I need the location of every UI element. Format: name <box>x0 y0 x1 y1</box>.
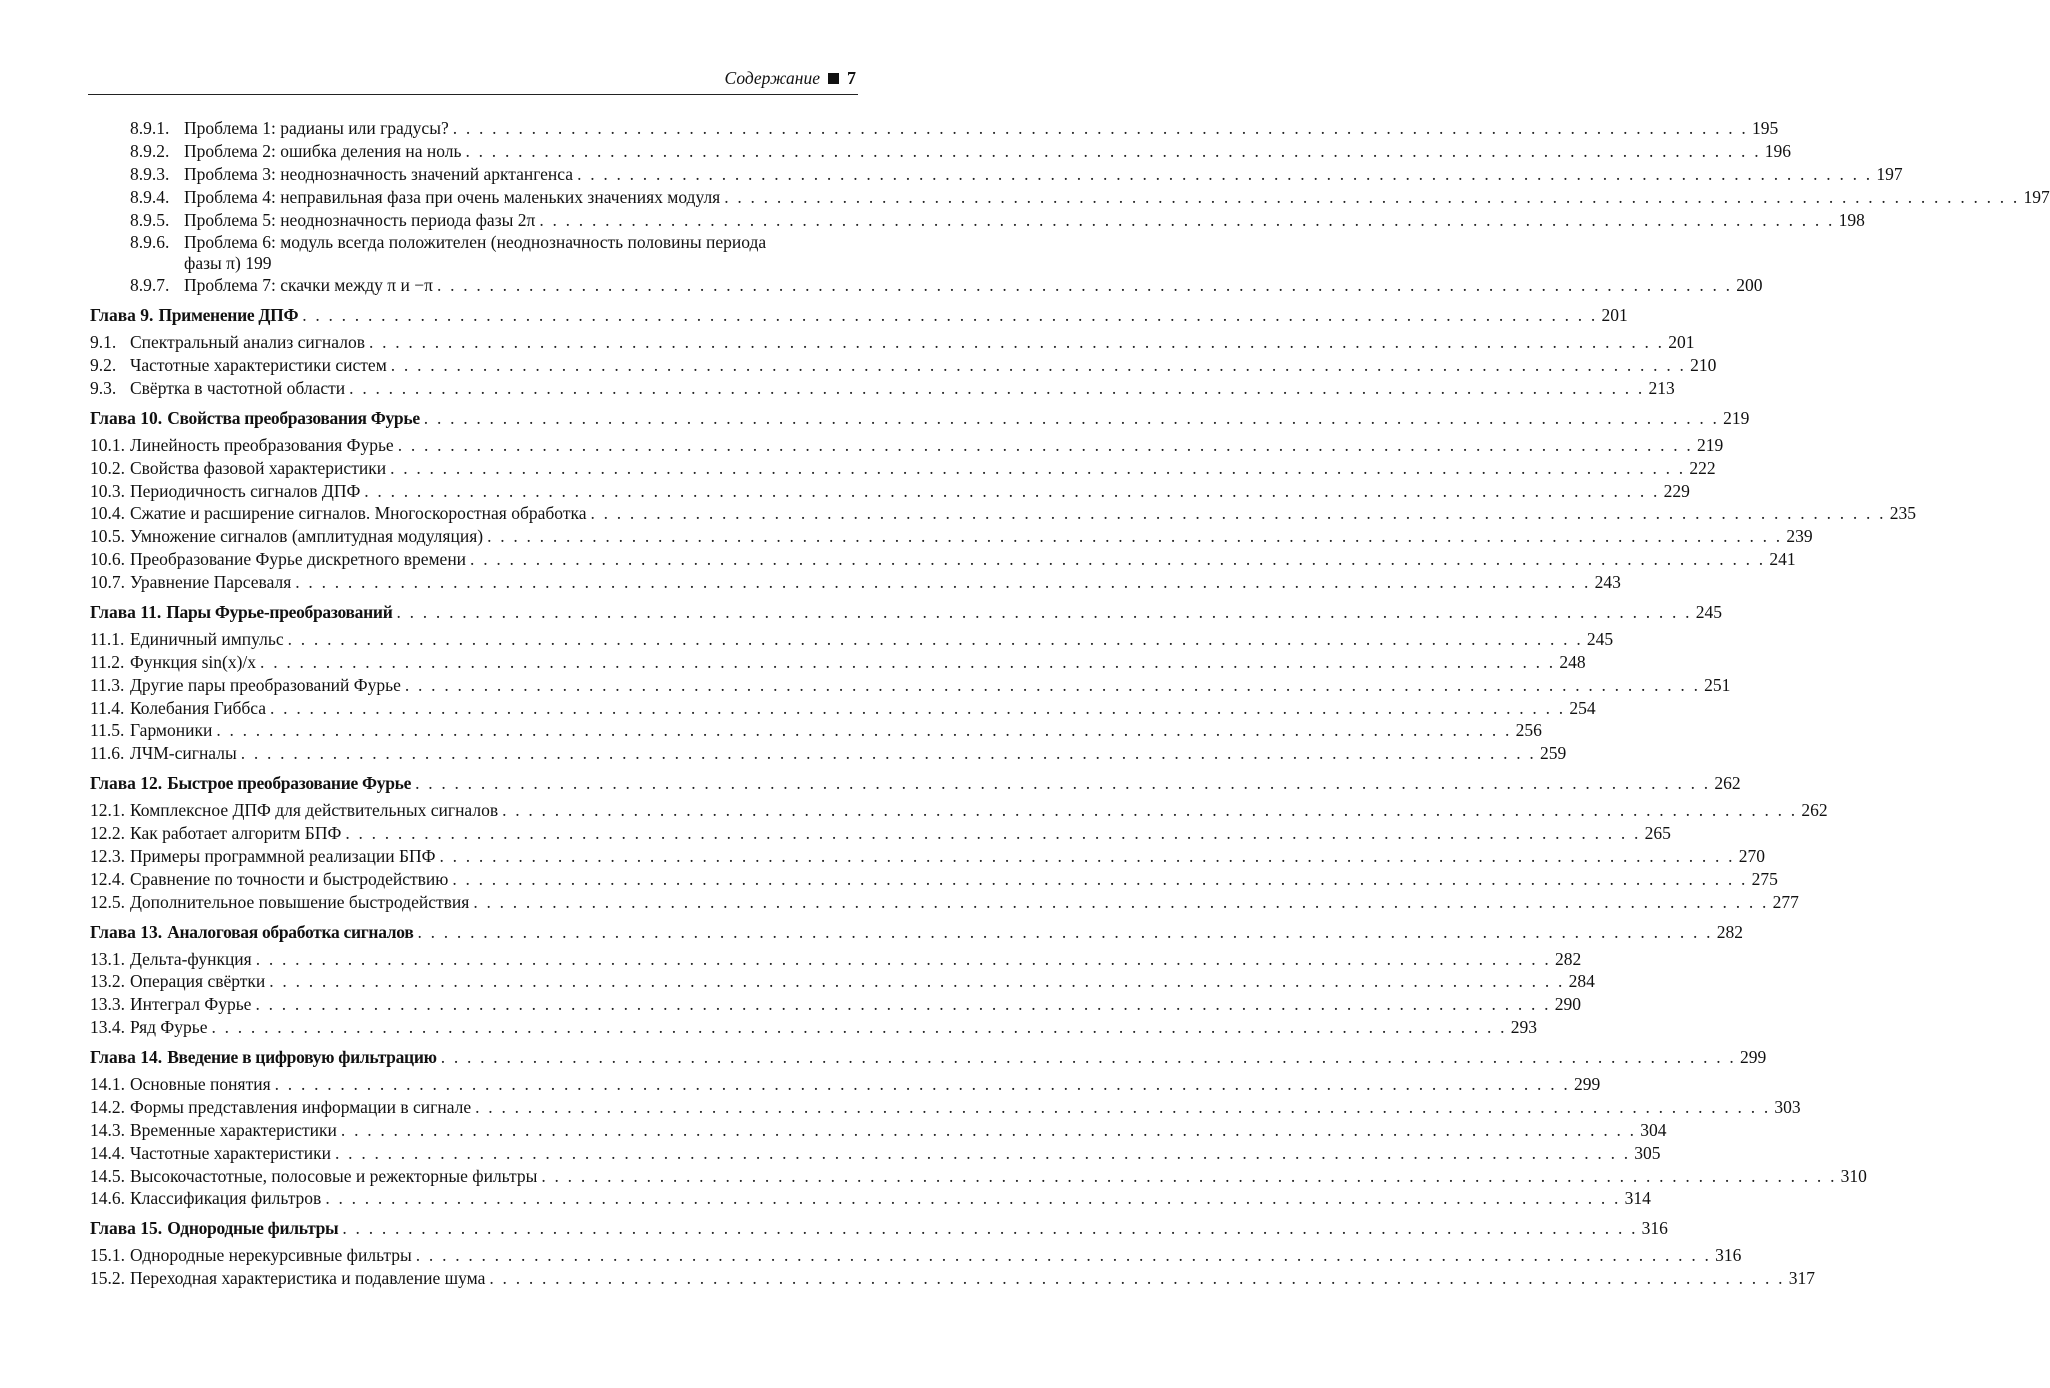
dot-leader <box>241 742 1536 765</box>
entry-title: Сравнение по точности и быстродействию <box>130 868 449 889</box>
entry-title-block <box>184 232 856 273</box>
dot-leader <box>349 377 1644 400</box>
toc-entry[interactable] <box>90 891 1799 914</box>
entry-number: 11.3. <box>90 674 125 695</box>
chapter-label: Глава 12. <box>90 773 163 794</box>
dot-leader <box>364 480 1659 503</box>
entry-number: 11.4. <box>90 697 125 718</box>
entry-page: 197 <box>2023 186 2050 207</box>
entry-number: 10.2. <box>90 457 125 478</box>
entry-number: 15.2. <box>90 1268 125 1289</box>
entry-title: Классификация фильтров <box>130 1188 322 1209</box>
toc-entry[interactable] <box>90 571 1621 594</box>
entry-page: 198 <box>1838 209 1865 230</box>
toc-entry[interactable] <box>90 799 1828 822</box>
table-of-contents <box>90 117 2050 1290</box>
entry-page: 275 <box>1751 868 1778 889</box>
dot-leader <box>269 970 1564 993</box>
toc-entry[interactable] <box>90 331 1695 354</box>
entry-number: 10.6. <box>90 549 125 570</box>
toc-entry[interactable] <box>90 674 1731 697</box>
chapter-heading[interactable] <box>90 304 1628 327</box>
entry-number: 12.4. <box>90 868 125 889</box>
chapter-label: Глава 15. <box>90 1218 163 1239</box>
entry-title: Примеры программной реализации БПФ <box>130 845 436 866</box>
entry-title: Переходная характеристика и подавление шума <box>130 1268 486 1289</box>
entry-title: Преобразование Фурье дискретного времени <box>130 549 467 570</box>
entry-page: 282 <box>1555 948 1582 969</box>
entry-page: 290 <box>1554 994 1581 1015</box>
dot-leader <box>415 772 1710 795</box>
entry-page: 195 <box>1752 118 1779 138</box>
toc-entry[interactable] <box>90 548 1796 571</box>
chapter-label: Глава 14. <box>90 1047 163 1068</box>
dot-leader <box>452 868 1747 891</box>
entry-number: 11.1. <box>90 628 125 649</box>
dot-leader <box>577 163 1872 186</box>
entry-title: Дельта-функция <box>130 948 252 969</box>
chapter-heading[interactable] <box>90 1046 1767 1069</box>
dot-leader <box>441 1046 1736 1069</box>
entry-page: 303 <box>1774 1096 1801 1117</box>
chapter-page: 245 <box>1695 602 1723 623</box>
entry-page: 310 <box>1840 1165 1867 1186</box>
entry-number: 13.1. <box>90 948 125 969</box>
entry-title: Проблема 5: неоднозначность периода фазы 2π <box>184 209 536 230</box>
dot-leader <box>295 571 1590 594</box>
dot-leader <box>424 407 1719 430</box>
chapter-title: Свойства преобразования Фурье <box>167 407 420 428</box>
toc-entry[interactable] <box>90 480 1690 503</box>
dot-leader <box>502 799 1797 822</box>
dot-leader <box>256 948 1551 971</box>
entry-page: 196 <box>1764 140 1792 161</box>
chapter-page: 219 <box>1723 407 1750 428</box>
entry-title: Как работает алгоритм БПФ <box>130 823 342 844</box>
dot-leader <box>405 674 1700 697</box>
entry-title: Формы представления информации в сигнале <box>130 1096 472 1117</box>
entry-number: 14.1. <box>90 1073 125 1094</box>
toc-entry[interactable] <box>90 457 1716 480</box>
dot-leader <box>724 186 2019 209</box>
chapter-label: Глава 13. <box>90 921 163 942</box>
entry-number: 13.3. <box>90 994 125 1015</box>
dot-leader <box>398 434 1693 457</box>
entry-page: 262 <box>1801 800 1828 821</box>
toc-entry[interactable] <box>90 186 2050 209</box>
entry-number: 9.1. <box>90 332 117 353</box>
dot-leader <box>417 921 1712 944</box>
entry-title: Умножение сигналов (амплитудная модуляция) <box>130 526 484 547</box>
dot-leader <box>255 993 1550 1016</box>
chapter-title: Быстрое преобразование Фурье <box>167 773 412 794</box>
entry-number: 14.5. <box>90 1165 125 1186</box>
toc-entry[interactable] <box>90 742 1567 765</box>
square-bullet-icon <box>828 73 839 84</box>
entry-title: Операция свёртки <box>130 971 266 992</box>
entry-page: 304 <box>1640 1119 1667 1140</box>
entry-title: Ряд Фурье <box>130 1017 208 1038</box>
toc-entry[interactable] <box>90 1187 1651 1210</box>
entry-title: Основные понятия <box>130 1073 271 1094</box>
entry-number: 11.5. <box>90 720 125 741</box>
toc-entry[interactable] <box>90 274 1763 297</box>
dot-leader <box>475 1096 1770 1119</box>
entry-number: 12.5. <box>90 891 125 912</box>
toc-entry[interactable] <box>90 651 1586 674</box>
entry-title: Свойства фазовой характеристики <box>130 457 387 478</box>
toc-entry[interactable] <box>90 434 1724 457</box>
entry-number: 10.5. <box>90 526 125 547</box>
dot-leader <box>288 628 1583 651</box>
entry-page: 256 <box>1515 720 1542 741</box>
entry-title: Частотные характеристики систем <box>130 355 387 376</box>
entry-title: Другие пары преобразований Фурье <box>130 674 401 695</box>
entry-page: 254 <box>1569 697 1596 718</box>
dot-leader <box>390 457 1685 480</box>
entry-number: 13.2. <box>90 971 125 992</box>
entry-title: Проблема 7: скачки между π и −π <box>184 275 433 296</box>
entry-number: 8.9.5. <box>130 209 170 230</box>
chapter-title: Применение ДПФ <box>158 305 299 326</box>
entry-page: 241 <box>1769 549 1796 570</box>
chapter-heading[interactable] <box>90 601 1723 624</box>
entry-number: 10.4. <box>90 503 125 524</box>
entry-title: Спектральный анализ сигналов <box>130 332 365 353</box>
entry-title: Проблема 2: ошибка деления на ноль <box>184 140 462 161</box>
toc-entry[interactable] <box>90 502 1917 525</box>
entry-page: 305 <box>1634 1142 1661 1163</box>
entry-page: 299 <box>1573 1073 1601 1094</box>
toc-entry[interactable] <box>90 1119 1667 1142</box>
dot-leader <box>325 1187 1620 1210</box>
toc-entry[interactable] <box>90 117 1779 140</box>
entry-title-line: Проблема 6: модуль всегда положителен (неоднозначность половины периода <box>184 232 767 253</box>
entry-number: 13.4. <box>90 1017 125 1038</box>
dot-leader <box>489 1267 1784 1290</box>
chapter-label: Глава 10. <box>90 407 163 428</box>
entry-title: Гармоники <box>130 720 213 741</box>
toc-entry[interactable] <box>90 1016 1537 1039</box>
toc-entry[interactable] <box>90 1165 1867 1188</box>
entry-number: 8.9.1. <box>130 118 170 138</box>
entry-title: Проблема 3: неоднозначность значений арктангенса <box>184 163 574 184</box>
entry-title: Сжатие и расширение сигналов. Многоскоростная обработка <box>130 503 587 524</box>
running-header <box>88 68 858 95</box>
toc-entry[interactable] <box>90 697 1596 720</box>
dot-leader <box>260 651 1555 674</box>
entry-title: Дополнительное повышение быстродействия <box>130 891 470 912</box>
entry-number: 12.2. <box>90 823 125 844</box>
toc-entry-wrapped[interactable] <box>90 232 856 273</box>
dot-leader <box>466 140 1761 163</box>
entry-title-line: фазы π) 199 <box>184 252 272 273</box>
toc-entry[interactable] <box>90 1244 1742 1267</box>
toc-entry[interactable] <box>90 948 1582 971</box>
entry-page: 251 <box>1704 674 1731 695</box>
entry-page: 293 <box>1510 1017 1537 1038</box>
dot-leader <box>391 354 1686 377</box>
dot-leader <box>342 1217 1637 1240</box>
dot-leader <box>335 1142 1630 1165</box>
chapter-page: 316 <box>1641 1218 1668 1239</box>
entry-title: Высокочастотные, полосовые и режекторные фильтры <box>130 1165 538 1186</box>
entry-number: 10.7. <box>90 572 125 593</box>
entry-number: 8.9.7. <box>130 275 170 296</box>
toc-entry[interactable] <box>90 719 1542 742</box>
entry-title: Функция sin(x)/x <box>130 651 257 672</box>
entry-number: 14.6. <box>90 1188 125 1209</box>
chapter-title: Аналоговая обработка сигналов <box>167 921 414 942</box>
chapter-page: 201 <box>1601 305 1628 326</box>
dot-leader <box>416 1244 1711 1267</box>
header-page-number: 7 <box>847 68 856 88</box>
entry-page: 219 <box>1696 434 1724 455</box>
entry-page: 248 <box>1559 651 1586 672</box>
chapter-page: 299 <box>1739 1047 1767 1068</box>
toc-entry[interactable] <box>90 377 1675 400</box>
entry-page: 259 <box>1540 743 1567 764</box>
dot-leader <box>541 1165 1836 1188</box>
entry-number: 10.1. <box>90 434 125 455</box>
entry-page: 200 <box>1736 275 1763 296</box>
entry-title: Свёртка в частотной области <box>130 378 346 399</box>
entry-page: 210 <box>1690 355 1717 376</box>
toc-entry[interactable] <box>90 970 1595 993</box>
entry-title: Проблема 4: неправильная фаза при очень маленьких значениях модуля <box>184 186 721 207</box>
entry-number: 8.9.4. <box>130 186 170 207</box>
dot-leader <box>470 548 1765 571</box>
entry-number: 14.3. <box>90 1119 125 1140</box>
entry-title: Интеграл Фурье <box>130 994 252 1015</box>
entry-title: Однородные нерекурсивные фильтры <box>130 1245 412 1266</box>
dot-leader <box>270 697 1565 720</box>
entry-number: 12.3. <box>90 845 125 866</box>
entry-number: 12.1. <box>90 800 125 821</box>
toc-entry[interactable] <box>90 868 1778 891</box>
entry-number: 14.2. <box>90 1096 125 1117</box>
entry-page: 245 <box>1586 628 1614 649</box>
dot-leader <box>396 601 1691 624</box>
dot-leader <box>539 209 1834 232</box>
entry-title: ЛЧМ-сигналы <box>130 743 237 764</box>
entry-title: Временные характеристики <box>130 1119 337 1140</box>
toc-entry[interactable] <box>90 628 1614 651</box>
chapter-page: 282 <box>1716 921 1744 942</box>
entry-number: 11.2. <box>90 651 125 672</box>
chapter-label: Глава 9. <box>90 305 154 326</box>
header-section-title: Содержание <box>724 68 820 88</box>
entry-title: Единичный импульс <box>130 628 284 649</box>
entry-page: 197 <box>1876 163 1903 184</box>
entry-page: 314 <box>1624 1188 1651 1209</box>
toc-entry[interactable] <box>90 1142 1661 1165</box>
dot-leader <box>473 891 1768 914</box>
entry-number: 8.9.3. <box>130 163 170 184</box>
toc-entry[interactable] <box>90 140 1792 163</box>
entry-page: 229 <box>1663 480 1690 501</box>
dot-leader <box>341 1119 1636 1142</box>
chapter-title: Введение в цифровую фильтрацию <box>167 1047 437 1068</box>
dot-leader <box>439 845 1734 868</box>
chapter-heading[interactable] <box>90 921 1744 944</box>
chapter-heading[interactable] <box>90 1217 1668 1240</box>
entry-number: 10.3. <box>90 480 125 501</box>
chapter-title: Однородные фильтры <box>167 1218 339 1239</box>
entry-page: 243 <box>1594 572 1621 593</box>
chapter-heading[interactable] <box>90 772 1741 795</box>
entry-page: 235 <box>1889 503 1917 524</box>
chapter-label: Глава 11. <box>90 602 162 623</box>
dot-leader <box>211 1016 1506 1039</box>
toc-entry[interactable] <box>90 163 1903 186</box>
entry-title: Частотные характеристики <box>130 1142 332 1163</box>
entry-number: 15.1. <box>90 1245 125 1266</box>
header-right <box>725 68 856 89</box>
entry-page: 270 <box>1738 845 1765 866</box>
dot-leader <box>369 331 1664 354</box>
dot-leader <box>345 822 1640 845</box>
dot-leader <box>216 719 1511 742</box>
chapter-heading[interactable] <box>90 407 1750 430</box>
entry-page: 284 <box>1568 971 1595 992</box>
entry-page: 265 <box>1644 823 1671 844</box>
toc-entry[interactable] <box>90 354 1717 377</box>
entry-page: 213 <box>1648 378 1675 399</box>
toc-entry[interactable] <box>90 525 1813 548</box>
entry-title: Проблема 1: радианы или градусы? <box>184 118 449 138</box>
toc-entry[interactable] <box>90 1096 1801 1119</box>
entry-page: 316 <box>1715 1245 1742 1266</box>
entry-title: Линейность преобразования Фурье <box>130 434 394 455</box>
entry-page: 277 <box>1772 891 1799 912</box>
entry-page: 222 <box>1689 457 1716 478</box>
entry-title: Периодичность сигналов ДПФ <box>130 480 361 501</box>
toc-entry[interactable] <box>90 993 1581 1016</box>
entry-number: 14.4. <box>90 1142 125 1163</box>
chapter-title: Пары Фурье-преобразований <box>166 602 393 623</box>
toc-entry[interactable] <box>90 1073 1601 1096</box>
dot-leader <box>487 525 1782 548</box>
entry-number: 8.9.6. <box>130 232 170 253</box>
entry-number: 11.6. <box>90 743 125 764</box>
dot-leader <box>453 117 1748 140</box>
toc-entry[interactable] <box>90 822 1671 845</box>
entry-title: Колебания Гиббса <box>130 697 267 718</box>
entry-page: 201 <box>1668 332 1695 353</box>
entry-number: 8.9.2. <box>130 140 170 161</box>
entry-page: 317 <box>1788 1268 1815 1289</box>
dot-leader <box>590 502 1885 525</box>
entry-title: Комплексное ДПФ для действительных сигналов <box>130 800 499 821</box>
entry-number: 9.2. <box>90 355 117 376</box>
dot-leader <box>302 304 1597 327</box>
chapter-page: 262 <box>1714 773 1741 794</box>
dot-leader <box>275 1073 1570 1096</box>
toc-entry[interactable] <box>90 845 1765 868</box>
entry-page: 239 <box>1786 526 1813 547</box>
entry-number: 9.3. <box>90 378 117 399</box>
toc-entry[interactable] <box>90 209 1865 232</box>
dot-leader <box>437 274 1732 297</box>
entry-title: Уравнение Парсеваля <box>130 572 292 593</box>
toc-entry[interactable] <box>90 1267 1815 1290</box>
